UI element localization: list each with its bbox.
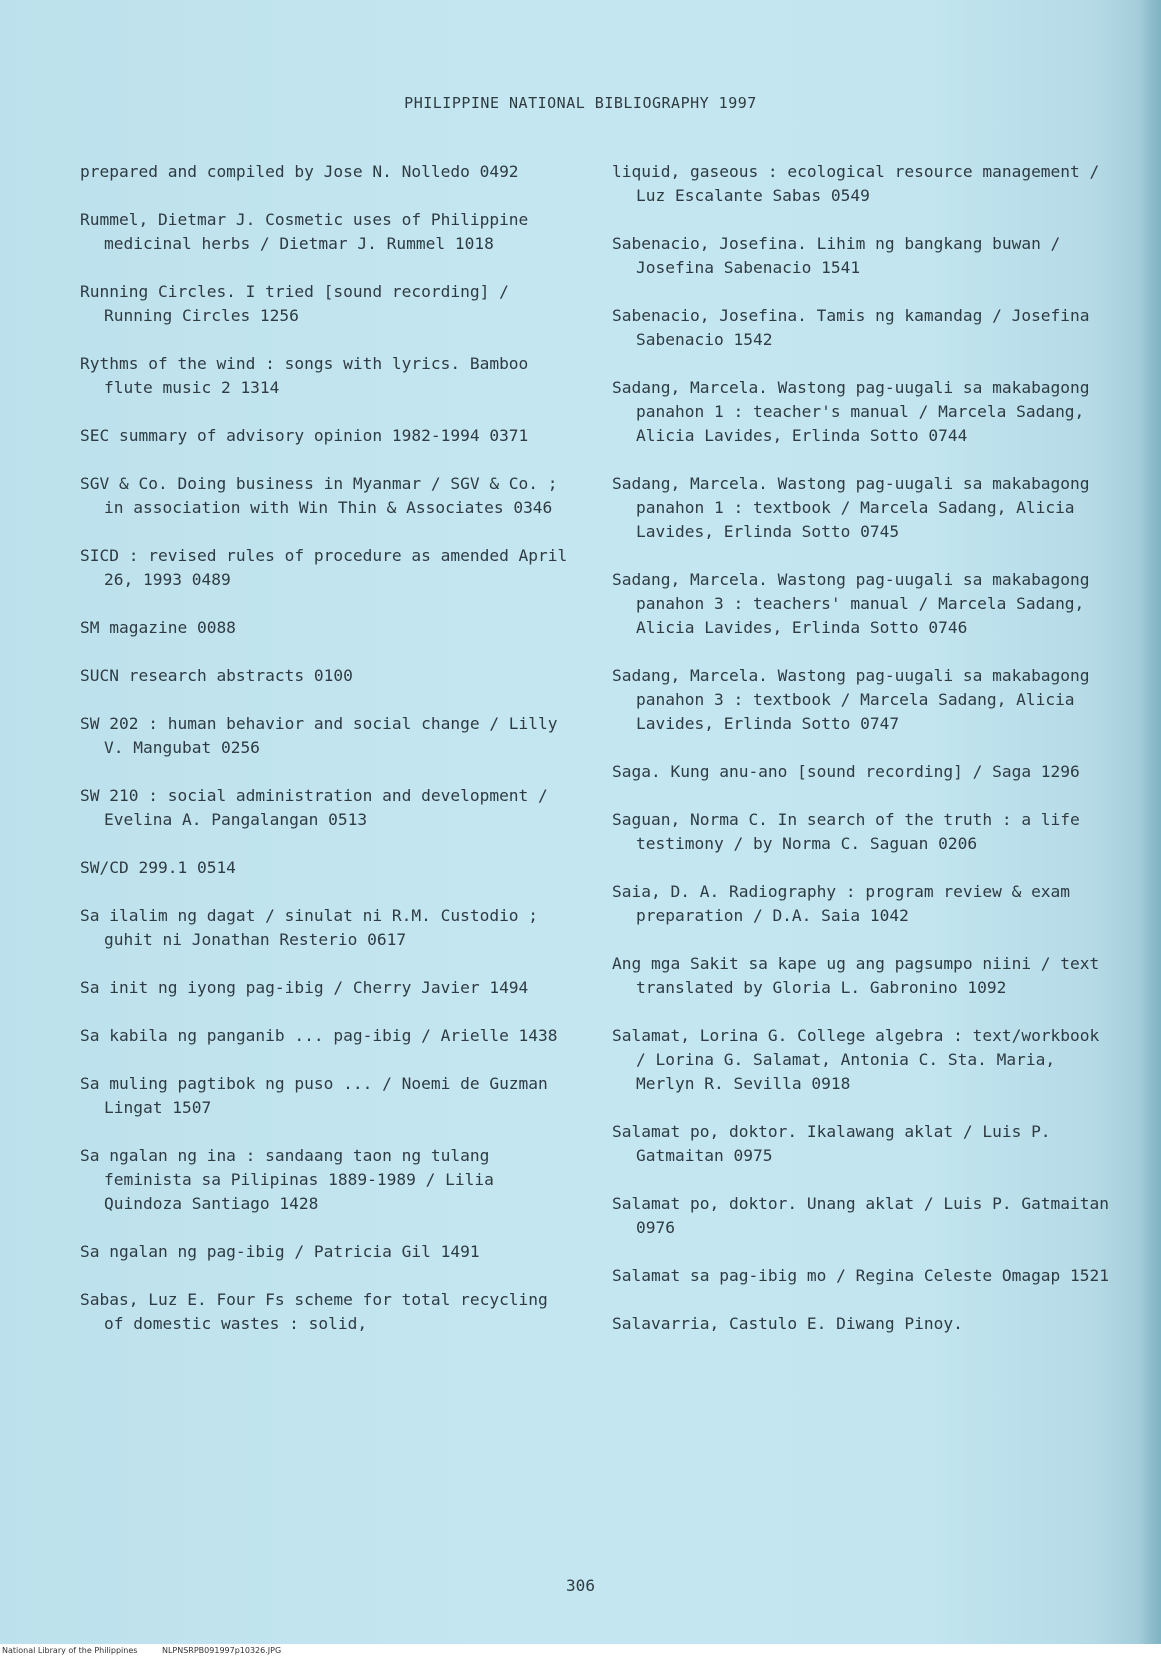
bibliography-entry: Ang mga Sakit sa kape ug ang pagsumpo niini / text translated by Gloria L. Gabronino 1092 [612,954,1100,997]
bibliography-entry: Salamat, Lorina G. College algebra : text/workbook / Lorina G. Salamat, Antonia C. Sta. Maria, Merlyn R. Sevilla 0918 [612,1026,1100,1093]
bibliography-entry: Rythms of the wind : songs with lyrics. Bamboo flute music 2 1314 [80,354,529,397]
bibliography-entry: Sabenacio, Josefina. Tamis ng kamandag / Josefina Sabenacio 1542 [612,306,1090,349]
scan-footer [0,1644,1161,1658]
bibliography-entry: Sabenacio, Josefina. Lihim ng bangkang buwan / Josefina Sabenacio 1541 [612,234,1061,277]
bibliography-entry: Saia, D. A. Radiography : program review & exam preparation / D.A. Saia 1042 [612,882,1071,925]
footer-library: National Library of the Philippines [2,1646,138,1655]
running-header: PHILIPPINE NATIONAL BIBLIOGRAPHY 1997 [404,94,757,112]
bibliography-entry: SGV & Co. Doing business in Myanmar / SGV & Co. ; in association with Win Thin & Associates 0346 [80,474,558,517]
bibliography-entry: SW 202 : human behavior and social change / Lilly V. Mangubat 0256 [80,714,558,757]
page-edge-shadow [1139,0,1161,1658]
bibliography-entry: Saga. Kung anu-ano [sound recording] / Saga 1296 [612,762,1080,781]
bibliography-entry: Sa ngalan ng pag-ibig / Patricia Gil 1491 [80,1242,480,1261]
bibliography-entry: Sa muling pagtibok ng puso ... / Noemi de Guzman Lingat 1507 [80,1074,548,1117]
footer-file-id: NLPNSRPB091997p10326.JPG [161,1646,282,1655]
page-number: 306 [566,1576,595,1595]
bibliography-entry: Sa ilalim ng dagat / sinulat ni R.M. Custodio ; guhit ni Jonathan Resterio 0617 [80,906,539,949]
bibliography-entry: Sa init ng iyong pag-ibig / Cherry Javier 1494 [80,978,529,997]
bibliography-entry: Sadang, Marcela. Wastong pag-uugali sa makabagong panahon 1 : teacher's manual / Marcela Sadang, Alicia Lavides, Erlinda Sotto 0744 [612,378,1090,445]
bibliography-entry: Sadang, Marcela. Wastong pag-uugali sa makabagong panahon 3 : textbook / Marcela Sadang, Alicia Lavides, Erlinda Sotto 0747 [612,666,1090,733]
bibliography-entry: Sabas, Luz E. Four Fs scheme for total recycling of domestic wastes : solid, [80,1290,548,1333]
bibliography-entry: SICD : revised rules of procedure as amended April 26, 1993 0489 [80,546,568,589]
bibliography-entry: Rummel, Dietmar J. Cosmetic uses of Philippine medicinal herbs / Dietmar J. Rummel 1018 [80,210,529,253]
bibliography-entry: Sa kabila ng panganib ... pag-ibig / Arielle 1438 [80,1026,558,1045]
bibliography-entry: Sa ngalan ng ina : sandaang taon ng tulang feminista sa Pilipinas 1889-1989 / Lilia Quindoza Santiago 1428 [80,1146,494,1213]
bibliography-entry: Salamat po, doktor. Unang aklat / Luis P. Gatmaitan 0976 [612,1194,1110,1237]
bibliography-entry: prepared and compiled by Jose N. Nolledo 0492 [80,162,519,181]
bibliography-entry: Salamat po, doktor. Ikalawang aklat / Luis P. Gatmaitan 0975 [612,1122,1051,1165]
bibliography-entry: Saguan, Norma C. In search of the truth : a life testimony / by Norma C. Saguan 0206 [612,810,1080,853]
bibliography-entry: SW 210 : social administration and development / Evelina A. Pangalangan 0513 [80,786,548,829]
bibliography-entry: Sadang, Marcela. Wastong pag-uugali sa makabagong panahon 3 : teachers' manual / Marcela Sadang, Alicia Lavides, Erlinda Sotto 0746 [612,570,1090,637]
bibliography-entry: Running Circles. I tried [sound recording] / Running Circles 1256 [80,282,509,325]
bibliography-entry: Sadang, Marcela. Wastong pag-uugali sa makabagong panahon 1 : textbook / Marcela Sadang, Alicia Lavides, Erlinda Sotto 0745 [612,474,1090,541]
bibliography-entry: SUCN research abstracts 0100 [80,666,353,685]
bibliography-entry: SW/CD 299.1 0514 [80,858,236,877]
bibliography-entry: Salamat sa pag-ibig mo / Regina Celeste Omagap 1521 [612,1266,1110,1285]
bibliography-entry: Salavarria, Castulo E. Diwang Pinoy. [612,1314,963,1333]
right-column [612,160,1112,1360]
bibliography-entry: SM magazine 0088 [80,618,236,637]
bibliography-entry: SEC summary of advisory opinion 1982-1994 0371 [80,426,529,445]
left-column [80,160,570,1360]
bibliography-entry: liquid, gaseous : ecological resource management / Luz Escalante Sabas 0549 [612,162,1100,205]
